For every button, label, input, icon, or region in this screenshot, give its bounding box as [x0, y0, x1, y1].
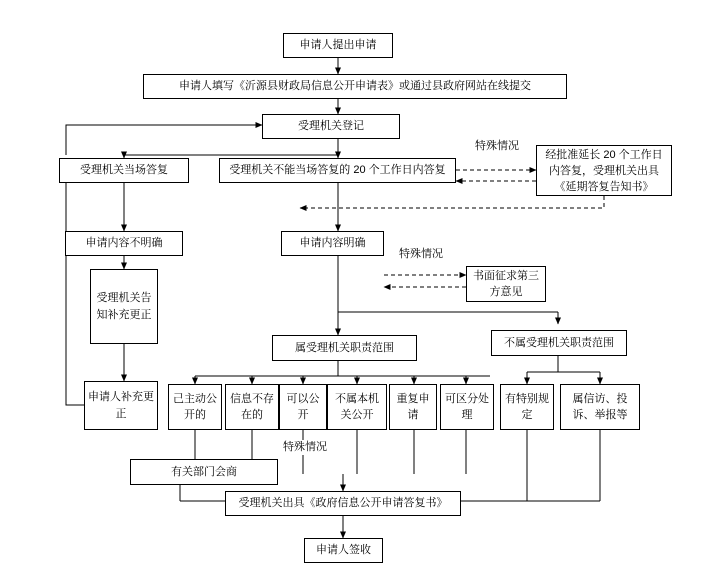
node-already-public: 己主动公开的 [168, 384, 222, 430]
node-20day-reply: 受理机关不能当场答复的 20 个工作日内答复 [219, 158, 456, 183]
node-content-clear: 申请内容明确 [281, 231, 384, 256]
node-not-this-agency: 不属本机关公开 [327, 384, 387, 430]
node-can-disclose: 可以公开 [279, 384, 327, 430]
node-separable: 可区分处理 [440, 384, 494, 430]
node-third-party-opinion: 书面征求第三方意见 [466, 266, 546, 302]
node-within-scope: 属受理机关职责范围 [272, 335, 417, 361]
label-special-case-third-party: 特殊情况 [394, 247, 448, 261]
node-onsite-reply: 受理机关当场答复 [59, 158, 189, 183]
node-special-rule: 有特别规定 [500, 384, 554, 430]
node-repeat-application: 重复申请 [389, 384, 437, 430]
node-not-exist: 信息不存在的 [225, 384, 279, 430]
label-special-case-extension: 特殊情况 [470, 139, 524, 153]
node-applicant-receipt: 申请人签收 [304, 538, 383, 563]
node-applicant-supplement: 申请人补充更正 [84, 381, 158, 430]
node-registration: 受理机关登记 [262, 114, 400, 139]
node-applicant-submits: 申请人提出申请 [283, 33, 393, 58]
node-notify-supplement: 受理机关告知补充更正 [90, 269, 158, 344]
node-content-unclear: 申请内容不明确 [65, 231, 183, 256]
node-petition-complaint: 属信访、投诉、举报等 [560, 384, 640, 430]
node-department-consult: 有关部门会商 [130, 459, 278, 485]
node-fill-form: 申请人填写《沂源县财政局信息公开申请表》或通过县政府网站在线提交 [143, 74, 567, 99]
node-outside-scope: 不属受理机关职责范围 [491, 330, 627, 356]
node-extension-notice: 经批准延长 20 个工作日内答复，受理机关出具《延期答复告知书》 [536, 145, 672, 196]
node-issue-reply: 受理机关出具《政府信息公开申请答复书》 [225, 491, 461, 516]
label-special-case-consult: 特殊情况 [278, 440, 332, 454]
